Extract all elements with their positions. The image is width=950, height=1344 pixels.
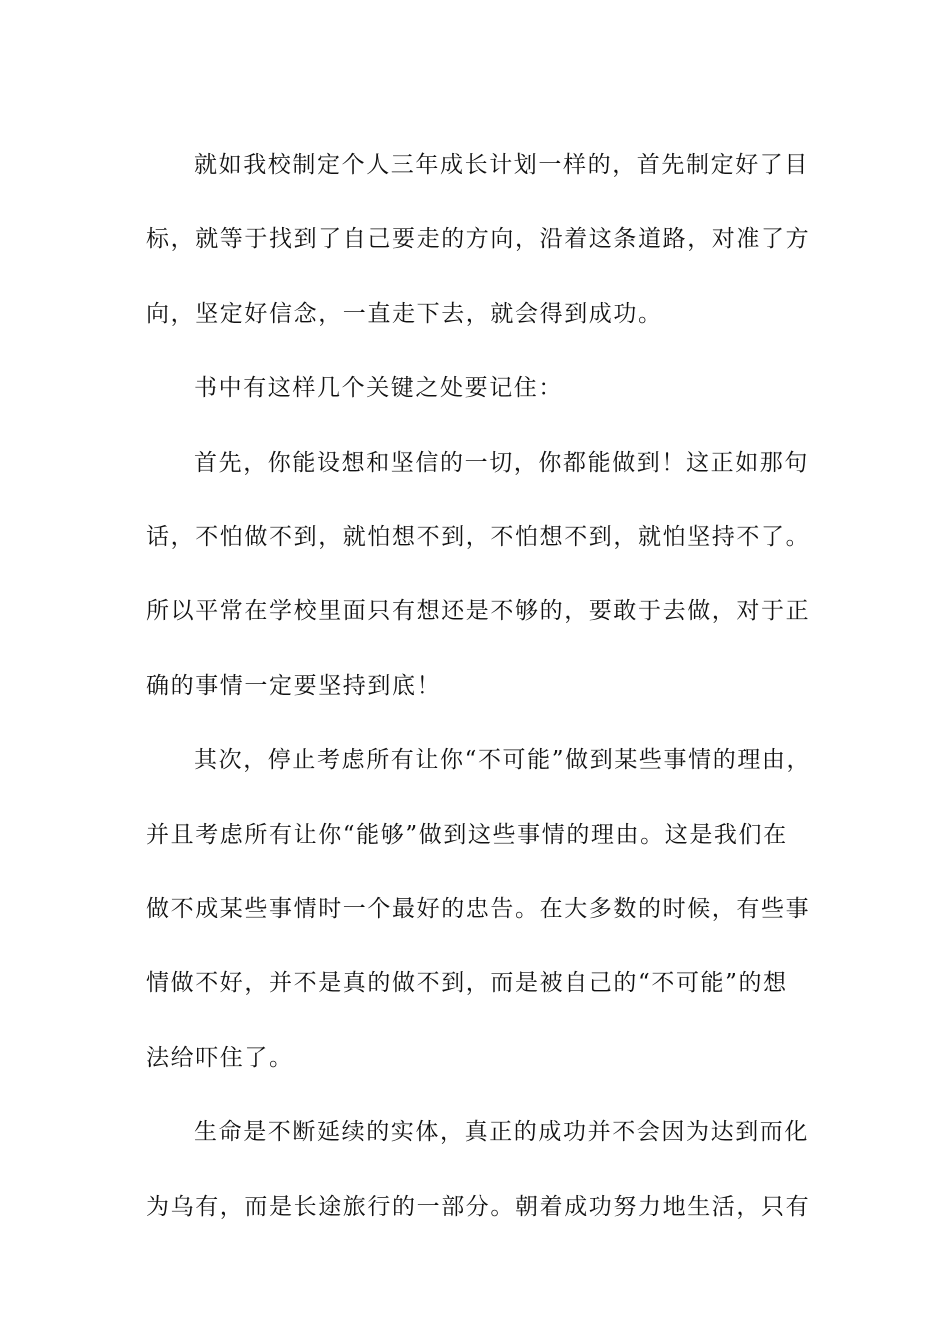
text-line: 做不成某些事情时一个最好的忠告。在大多数的时候，有些事	[146, 896, 811, 923]
paragraph-2	[146, 351, 802, 425]
text-line: 首先，你能设想和坚信的一切，你都能做到！这正如那句	[194, 449, 809, 476]
text-line: 确的事情一定要坚持到底！	[146, 672, 442, 699]
text-line: 情做不好，并不是真的做不到，而是被自己的“不可能”的想	[146, 970, 788, 997]
paragraph-5	[146, 1095, 811, 1244]
document-body	[146, 128, 812, 1244]
text-line: 生命是不断延续的实体，真正的成功并不会因为达到而化	[194, 1119, 809, 1146]
text-line: 书中有这样几个关键之处要记住：	[194, 375, 563, 402]
paragraph-1	[146, 128, 811, 351]
text-line: 法给吓住了。	[146, 1044, 294, 1071]
text-line: 标，就等于找到了自己要走的方向，沿着这条道路，对准了方	[146, 226, 811, 253]
paragraph-4	[146, 723, 812, 1095]
paragraph-3	[146, 426, 811, 724]
text-line: 其次，停止考虑所有让你“不可能”做到某些事情的理由，	[194, 747, 812, 774]
text-line: 就如我校制定个人三年成长计划一样的，首先制定好了目	[194, 152, 809, 178]
text-line: 向，坚定好信念，一直走下去，就会得到成功。	[146, 300, 663, 327]
text-line: 并且考虑所有让你“能够”做到这些事情的理由。这是我们在	[146, 821, 788, 848]
text-line: 话，不怕做不到，就怕想不到，不怕想不到，就怕坚持不了。	[146, 524, 811, 551]
text-line: 所以平常在学校里面只有想还是不够的，要敢于去做，对于正	[146, 598, 811, 625]
text-line: 为乌有，而是长途旅行的一部分。朝着成功努力地生活，只有	[146, 1193, 811, 1220]
